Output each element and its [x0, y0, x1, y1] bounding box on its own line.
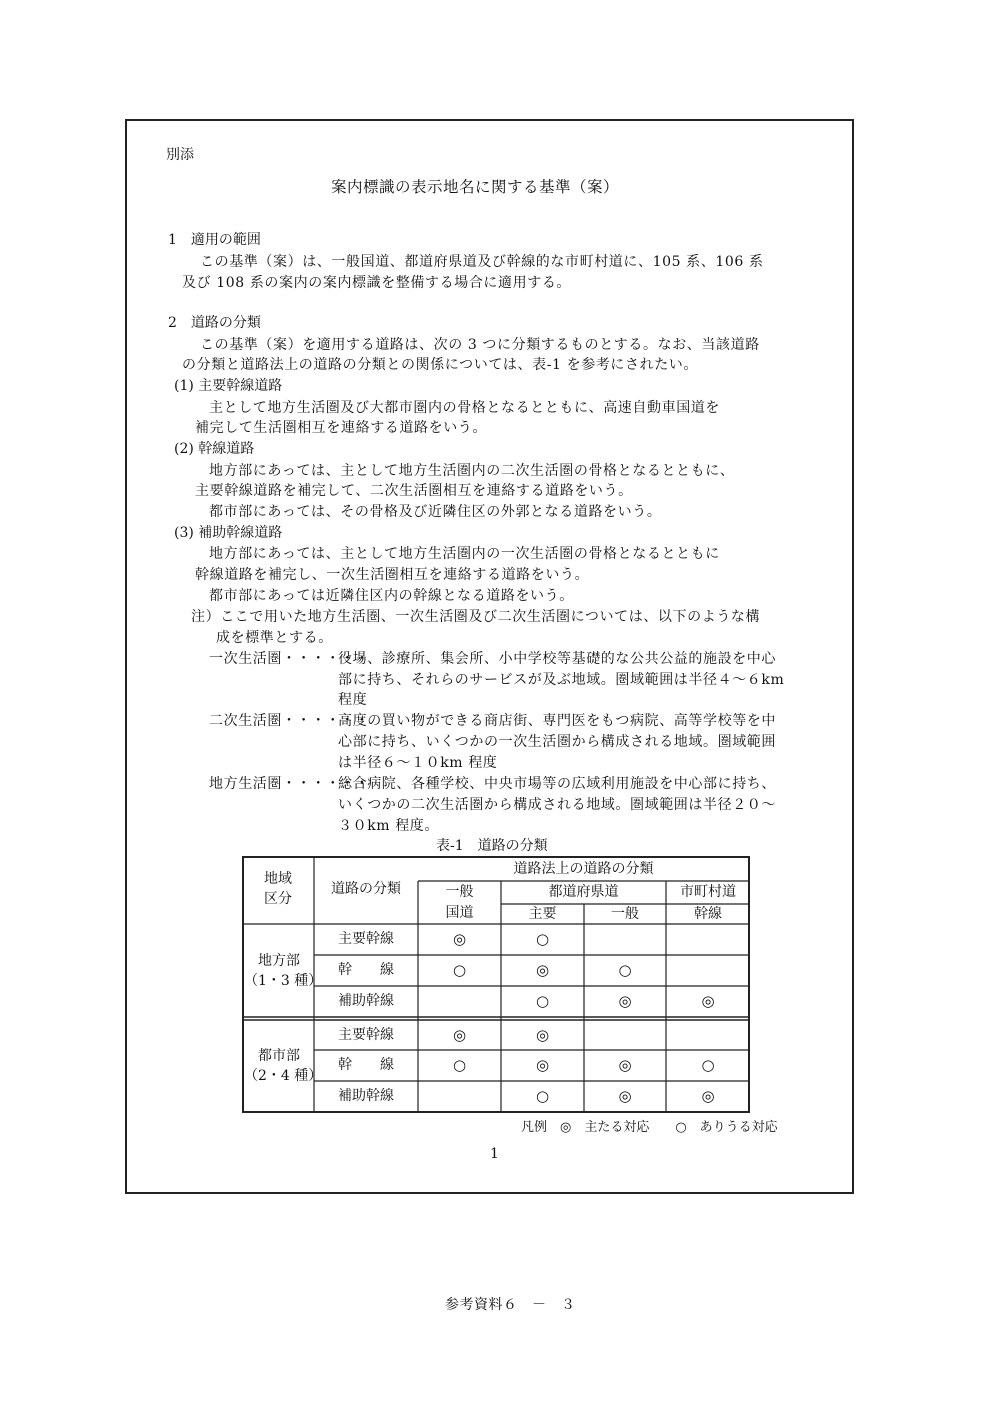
- header-ordinary: 一般: [611, 906, 639, 922]
- table-cell-mark: ◎: [535, 1026, 550, 1044]
- region-label: 都市部: [258, 1048, 300, 1064]
- definition-line: は半径６～１０km 程度: [338, 755, 498, 771]
- header-prefectural: 都道府県道: [548, 884, 619, 900]
- definition-line: 役場、診療所、集会所、小中学校等基礎的な公共公益的施設を中心: [338, 651, 776, 667]
- subsection-3-line: 地方部にあっては、主として地方生活圏内の一次生活圏の骨格となるとともに: [209, 546, 720, 562]
- subsection-3-heading: (3) 補助幹線道路: [174, 525, 283, 541]
- header-region: 区分: [264, 891, 292, 907]
- region-sub-label: （2・4 種）: [244, 1068, 323, 1084]
- section-2-line: の分類と道路法上の道路の分類との関係については、表-1 を参考にされたい。: [182, 357, 699, 373]
- section-1-heading: 1 適用の範囲: [168, 232, 261, 248]
- row-label: 幹 線: [338, 962, 394, 978]
- table-cell-mark: ◎: [701, 992, 715, 1010]
- header-general: 一般: [445, 884, 474, 900]
- section-2-heading: 2 道路の分類: [168, 315, 261, 331]
- region-label: 地方部: [258, 953, 300, 969]
- row-label: 幹 線: [338, 1057, 394, 1073]
- subsection-2-line: 都市部にあっては、その骨格及び近隣住区の外郭となる道路をいう。: [209, 504, 662, 520]
- subsection-1-line: 補完して生活圏相互を連絡する道路をいう。: [195, 420, 487, 436]
- header-municipal: 市町村道: [680, 884, 736, 900]
- road-classification-table: [242, 856, 750, 1113]
- definition-line: ３０km 程度。: [338, 818, 440, 834]
- row-label: 主要幹線: [338, 1027, 394, 1043]
- attachment-label: 別添: [166, 147, 194, 163]
- section-1-line: この基準（案）は、一般国道、都道府県道及び幹線的な市町村道に、105 系、106 系: [200, 254, 764, 270]
- section-2-line: この基準（案）を適用する道路は、次の 3 つに分類するものとする。なお、当該道路: [200, 337, 760, 353]
- subsection-3-line: 都市部にあっては近隣住区内の幹線となる道路をいう。: [209, 588, 574, 604]
- table-cell-mark: ◎: [618, 992, 632, 1010]
- page-number: 1: [490, 1146, 499, 1162]
- row-label: 主要幹線: [338, 931, 394, 947]
- table-cell-mark: ◎: [452, 930, 467, 948]
- document-title: 案内標識の表示地名に関する基準（案）: [331, 178, 620, 196]
- definition-line: 心部に持ち、いくつかの一次生活圏から構成される地域。圏域範囲: [338, 734, 776, 750]
- table-cell-mark: ○: [452, 961, 467, 979]
- definition-line: いくつかの二次生活圏から構成される地域。圏域範囲は半径２０～: [338, 797, 776, 813]
- region-sub-label: （1・3 種）: [244, 973, 323, 989]
- definition-term: 一次生活圏・・・・・・: [209, 651, 370, 667]
- table-cell-mark: ○: [535, 1087, 550, 1105]
- header-main: 主要: [528, 906, 557, 922]
- table-cell-mark: ◎: [452, 1026, 467, 1044]
- definition-line: 高度の買い物ができる商店街、専門医をもつ病院、高等学校等を中: [338, 713, 776, 729]
- definition-term: 地方生活圏・・・・・・: [209, 776, 370, 792]
- table-cell-mark: ○: [618, 961, 632, 979]
- note-line: 成を標準とする。: [216, 630, 333, 646]
- subsection-2-line: 主要幹線道路を補完して、二次生活圏相互を連絡する道路をいう。: [195, 483, 633, 499]
- row-label: 補助幹線: [338, 993, 394, 1009]
- table-caption: 表-1 道路の分類: [436, 838, 548, 854]
- header-region: 地域: [264, 871, 292, 887]
- table-cell-mark: ◎: [618, 1056, 632, 1074]
- table-cell-mark: ○: [535, 930, 550, 948]
- row-label: 補助幹線: [338, 1088, 394, 1104]
- note-line: 注）ここで用いた地方生活圏、一次生活圏及び二次生活圏については、以下のような構: [191, 609, 761, 625]
- definition-line: 部に持ち、それらのサービスが及ぶ地域。圏域範囲は半径４～６km: [338, 672, 785, 688]
- header-road-law: 道路法上の道路の分類: [513, 861, 654, 877]
- table-cell-mark: ◎: [535, 961, 550, 979]
- table-cell-mark: ○: [701, 1056, 715, 1074]
- definition-line: 程度: [338, 692, 368, 708]
- subsection-3-line: 幹線道路を補完し、一次生活圏相互を連絡する道路をいう。: [195, 567, 590, 583]
- header-road-class: 道路の分類: [331, 881, 401, 897]
- table-cell-mark: ◎: [701, 1087, 715, 1105]
- header-arterial: 幹線: [694, 906, 722, 922]
- definition-term: 二次生活圏・・・・・・: [209, 713, 370, 729]
- table-cell-mark: ◎: [535, 1056, 550, 1074]
- subsection-1-heading: (1) 主要幹線道路: [174, 378, 283, 394]
- section-1-line: 及び 108 系の案内の案内標識を整備する場合に適用する。: [182, 275, 572, 291]
- definition-line: 総合病院、各種学校、中央市場等の広域利用施設を中心部に持ち、: [338, 776, 776, 792]
- table-legend: 凡例 ◎ 主たる対応 ○ ありうる対応: [521, 1120, 778, 1135]
- table-cell-mark: ◎: [618, 1087, 632, 1105]
- footer-reference: 参考資料６ － ３: [445, 1297, 576, 1313]
- subsection-1-line: 主として地方生活圏及び大都市圏内の骨格となるとともに、高速自動車国道を: [209, 400, 720, 416]
- table-cell-mark: ○: [535, 992, 550, 1010]
- subsection-2-heading: (2) 幹線道路: [174, 441, 255, 457]
- table-cell-mark: ○: [452, 1056, 467, 1074]
- subsection-2-line: 地方部にあっては、主として地方生活圏内の二次生活圏の骨格となるとともに、: [209, 463, 735, 479]
- header-general: 国道: [445, 905, 474, 921]
